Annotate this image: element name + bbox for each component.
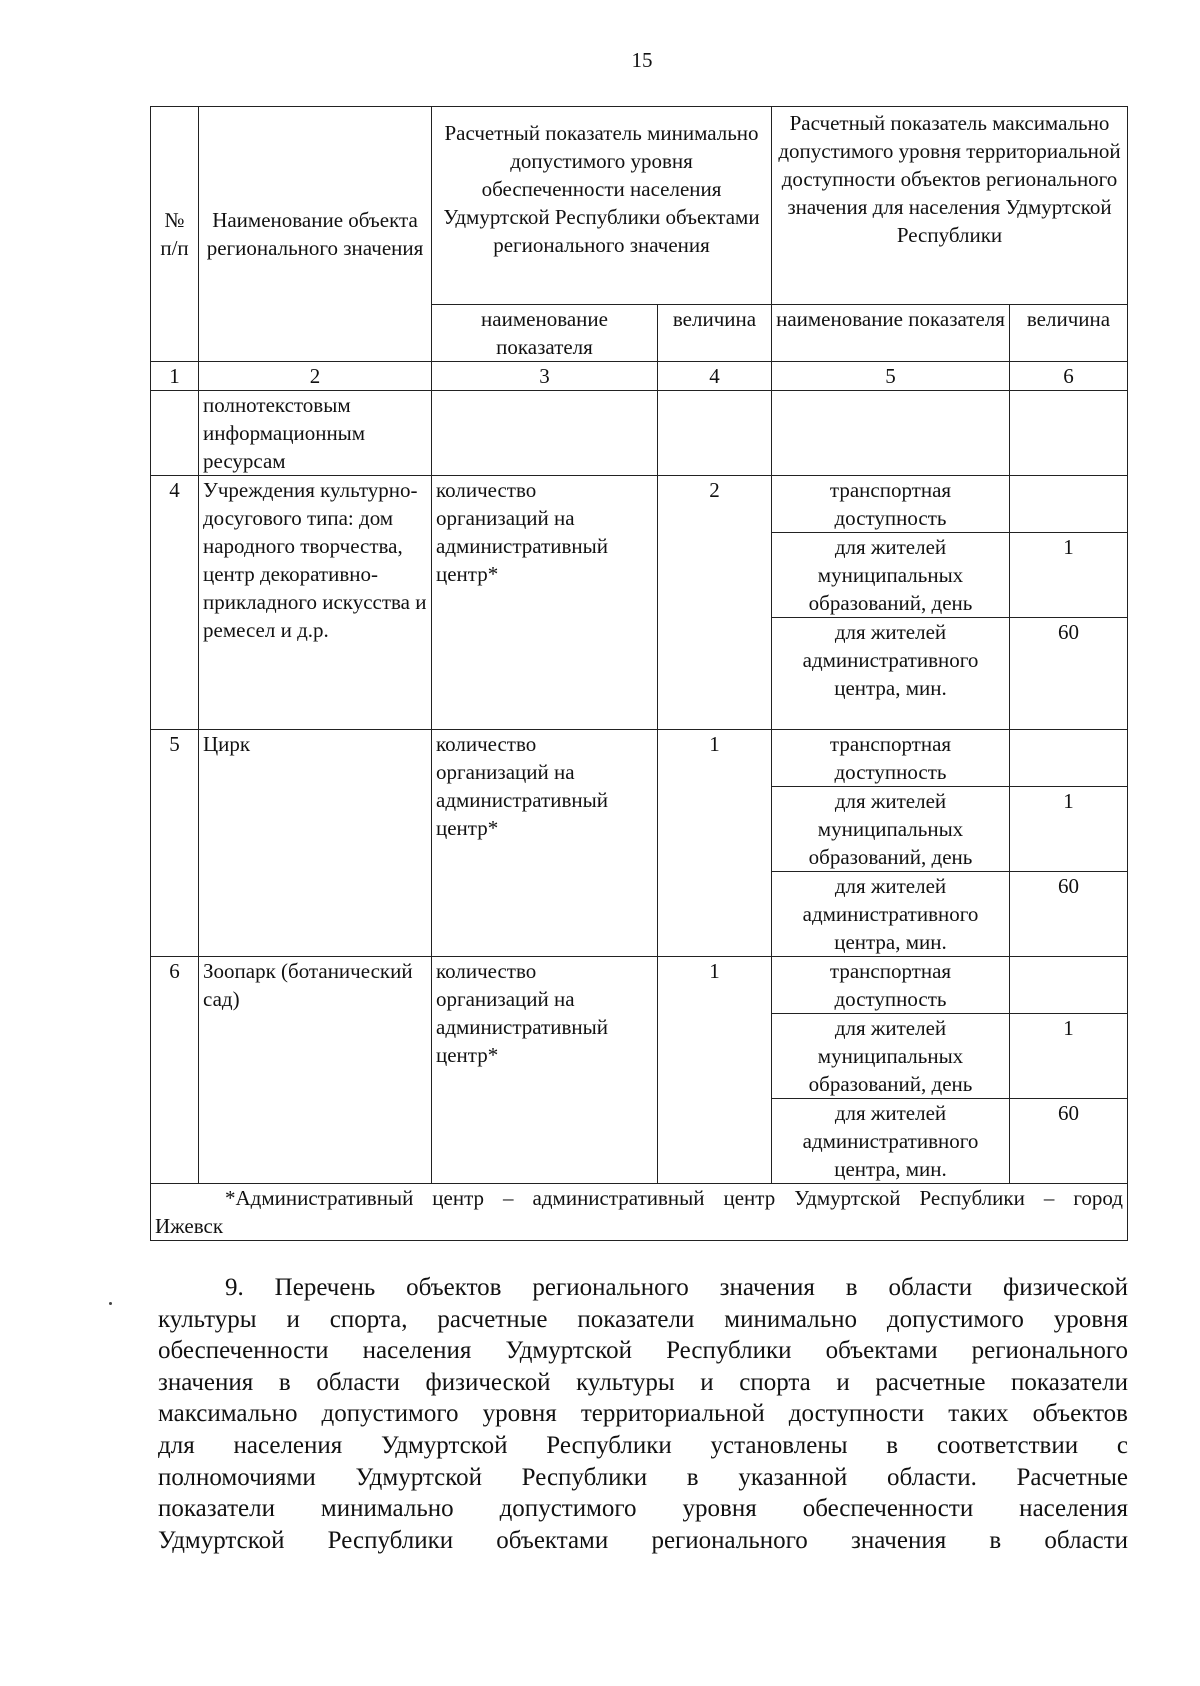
- paragraph-line: максимально допустимого уровня территориальной доступности таких объектов: [158, 1400, 1128, 1428]
- sub-label-admin-center: для жителей административного центра, мин.: [772, 618, 1010, 730]
- cell-empty: [772, 391, 1010, 476]
- col-number: 4: [658, 362, 772, 391]
- column-numbers-row: [151, 362, 1128, 391]
- margin-mark: [109, 1302, 112, 1305]
- section-paragraph: [158, 1272, 1128, 1556]
- paragraph-line: полномочиями Удмуртской Республики в указанной области. Расчетные: [158, 1463, 1128, 1491]
- table-row: [151, 476, 1128, 533]
- paragraph-line: культуры и спорта, расчетные показатели минимально допустимого уровня: [158, 1305, 1128, 1333]
- sub-label-admin-center: для жителей административного центра, мин.: [772, 1099, 1010, 1184]
- transport-label: транспортная доступность: [772, 730, 1010, 787]
- sub-label-admin-center: для жителей административного центра, мин.: [772, 872, 1010, 957]
- footnote-line-1: *Административный центр – административный центр Удмуртской Республики – город: [225, 1186, 1123, 1210]
- table-row: [151, 957, 1128, 1014]
- continued-row: [151, 391, 1128, 476]
- transport-label: транспортная доступность: [772, 476, 1010, 533]
- sub-value-admin-center: 60: [1010, 618, 1128, 730]
- header-object-name: Наименование объекта регионального значения: [199, 107, 432, 362]
- row-min-indicator-name: количество организаций на административный центр*: [432, 730, 658, 957]
- paragraph-line: значения в области физической культуры и спорта и расчетные показатели: [158, 1368, 1128, 1396]
- indicators-table: [150, 106, 1128, 1241]
- cell-empty: [1010, 391, 1128, 476]
- row-min-value: 1: [658, 730, 772, 957]
- col-number: 2: [199, 362, 432, 391]
- header-min-value: величина: [658, 305, 772, 362]
- sub-label-municipal: для жителей муниципальных образований, день: [772, 787, 1010, 872]
- row-object-name: Зоопарк (ботанический сад): [199, 957, 432, 1184]
- cell-empty: [432, 391, 658, 476]
- continued-object-name: полнотекстовым информационным ресурсам: [199, 391, 432, 476]
- row-min-value: 1: [658, 957, 772, 1184]
- row-number: 5: [151, 730, 199, 957]
- row-object-name: Учреждения культурно-досугового типа: дом народного творчества, центр декоративно-прикладного искусства и ремесел и д.р.: [199, 476, 432, 730]
- sub-value-municipal: 1: [1010, 787, 1128, 872]
- sub-value-municipal: 1: [1010, 1014, 1128, 1099]
- header-num: № п/п: [151, 107, 199, 362]
- col-number: 6: [1010, 362, 1128, 391]
- sub-value-municipal: 1: [1010, 533, 1128, 618]
- row-number: 4: [151, 476, 199, 730]
- footnote-line-2: Ижевск: [155, 1214, 224, 1238]
- paragraph-line: Удмуртской Республики объектами регионального значения в области: [158, 1526, 1128, 1554]
- row-min-indicator-name: количество организаций на административный центр*: [432, 476, 658, 730]
- cell-empty: [1010, 476, 1128, 533]
- header-min-indicator-name: наименование показателя: [432, 305, 658, 362]
- header-max-group: Расчетный показатель максимально допустимого уровня территориальной доступности объектов регионального значения для населения Удмуртской Республики: [772, 107, 1128, 305]
- cell-empty: [1010, 730, 1128, 787]
- col-number: 5: [772, 362, 1010, 391]
- col-number: 1: [151, 362, 199, 391]
- col-number: 3: [432, 362, 658, 391]
- table-footnote: [151, 1184, 1128, 1241]
- cell-empty: [1010, 957, 1128, 1014]
- paragraph-line: показатели минимально допустимого уровня обеспеченности населения: [158, 1495, 1128, 1523]
- table-row: [151, 730, 1128, 787]
- paragraph-line: 9. Перечень объектов регионального значения в области физической: [225, 1274, 1128, 1301]
- transport-label: транспортная доступность: [772, 957, 1010, 1014]
- sub-label-municipal: для жителей муниципальных образований, день: [772, 1014, 1010, 1099]
- paragraph-line: обеспеченности населения Удмуртской Республики объектами регионального: [158, 1337, 1128, 1365]
- sub-value-admin-center: 60: [1010, 1099, 1128, 1184]
- cell-empty: [151, 391, 199, 476]
- paragraph-line: для населения Удмуртской Республики установлены в соответствии с: [158, 1431, 1128, 1459]
- row-min-value: 2: [658, 476, 772, 730]
- row-object-name: Цирк: [199, 730, 432, 957]
- sub-value-admin-center: 60: [1010, 872, 1128, 957]
- row-number: 6: [151, 957, 199, 1184]
- cell-empty: [658, 391, 772, 476]
- sub-label-municipal: для жителей муниципальных образований, день: [772, 533, 1010, 618]
- header-max-indicator-name: наименование показателя: [772, 305, 1010, 362]
- header-min-group: Расчетный показатель минимально допустимого уровня обеспеченности населения Удмуртской Республики объектами регионального значения: [432, 107, 772, 305]
- page-number: 15: [631, 48, 653, 72]
- row-min-indicator-name: количество организаций на административный центр*: [432, 957, 658, 1184]
- header-max-value: величина: [1010, 305, 1128, 362]
